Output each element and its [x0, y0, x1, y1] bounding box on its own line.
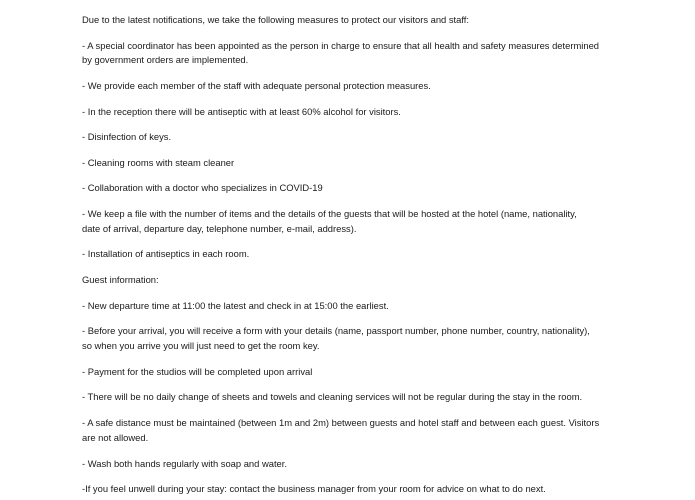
- intro-paragraph: Due to the latest notifications, we take the following measures to protect our visitors and staff:: [82, 14, 470, 25]
- measure-item-guest-file-line-2: date of arrival, departure day, telephone number, e-mail, address).: [82, 223, 357, 234]
- guest-item-form-line-1: - Before your arrival, you will receive a form with your details (name, passport number, phone number, country, nationality),: [82, 325, 590, 336]
- guest-item-distance-line-2: are not allowed.: [82, 432, 149, 443]
- guest-item-unwell: -If you feel unwell during your stay: contact the business manager from your room for advice on what to do next.: [82, 483, 546, 494]
- measure-item-keys: - Disinfection of keys.: [82, 131, 172, 142]
- measure-item-guest-file-line-1: - We keep a file with the number of items and the details of the guests that will be hosted at the hotel (name, nationality,: [82, 208, 577, 219]
- guest-item-form-line-2: so when you arrive you will just need to get the room key.: [82, 340, 320, 351]
- guest-information-heading: Guest information:: [82, 274, 159, 285]
- measure-item-cleaning: - Cleaning rooms with steam cleaner: [82, 157, 235, 168]
- measure-item-antiseptic: - In the reception there will be antiseptic with at least 60% alcohol for visitors.: [82, 106, 401, 117]
- guest-item-wash-hands: - Wash both hands regularly with soap and water.: [82, 458, 287, 469]
- measure-item-doctor: - Collaboration with a doctor who specializes in COVID-19: [82, 182, 323, 193]
- measure-item-protection: - We provide each member of the staff with adequate personal protection measures.: [82, 80, 431, 91]
- guest-item-payment: - Payment for the studios will be completed upon arrival: [82, 366, 313, 377]
- measure-item-coordinator-line-2: by government orders are implemented.: [82, 54, 249, 65]
- guest-item-distance-line-1: - A safe distance must be maintained (between 1m and 2m) between guests and hotel staff and between each guest. Visitors: [82, 417, 600, 428]
- guest-item-sheets: - There will be no daily change of sheets and towels and cleaning services will not be regular during the stay in the room.: [82, 391, 583, 402]
- measure-item-coordinator-line-1: - A special coordinator has been appointed as the person in charge to ensure that all health and safety measures determined: [82, 40, 599, 51]
- guest-item-times: - New departure time at 11:00 the latest and check in at 15:00 the earliest.: [82, 300, 389, 311]
- measure-item-room-antiseptics: - Installation of antiseptics in each room.: [82, 248, 250, 259]
